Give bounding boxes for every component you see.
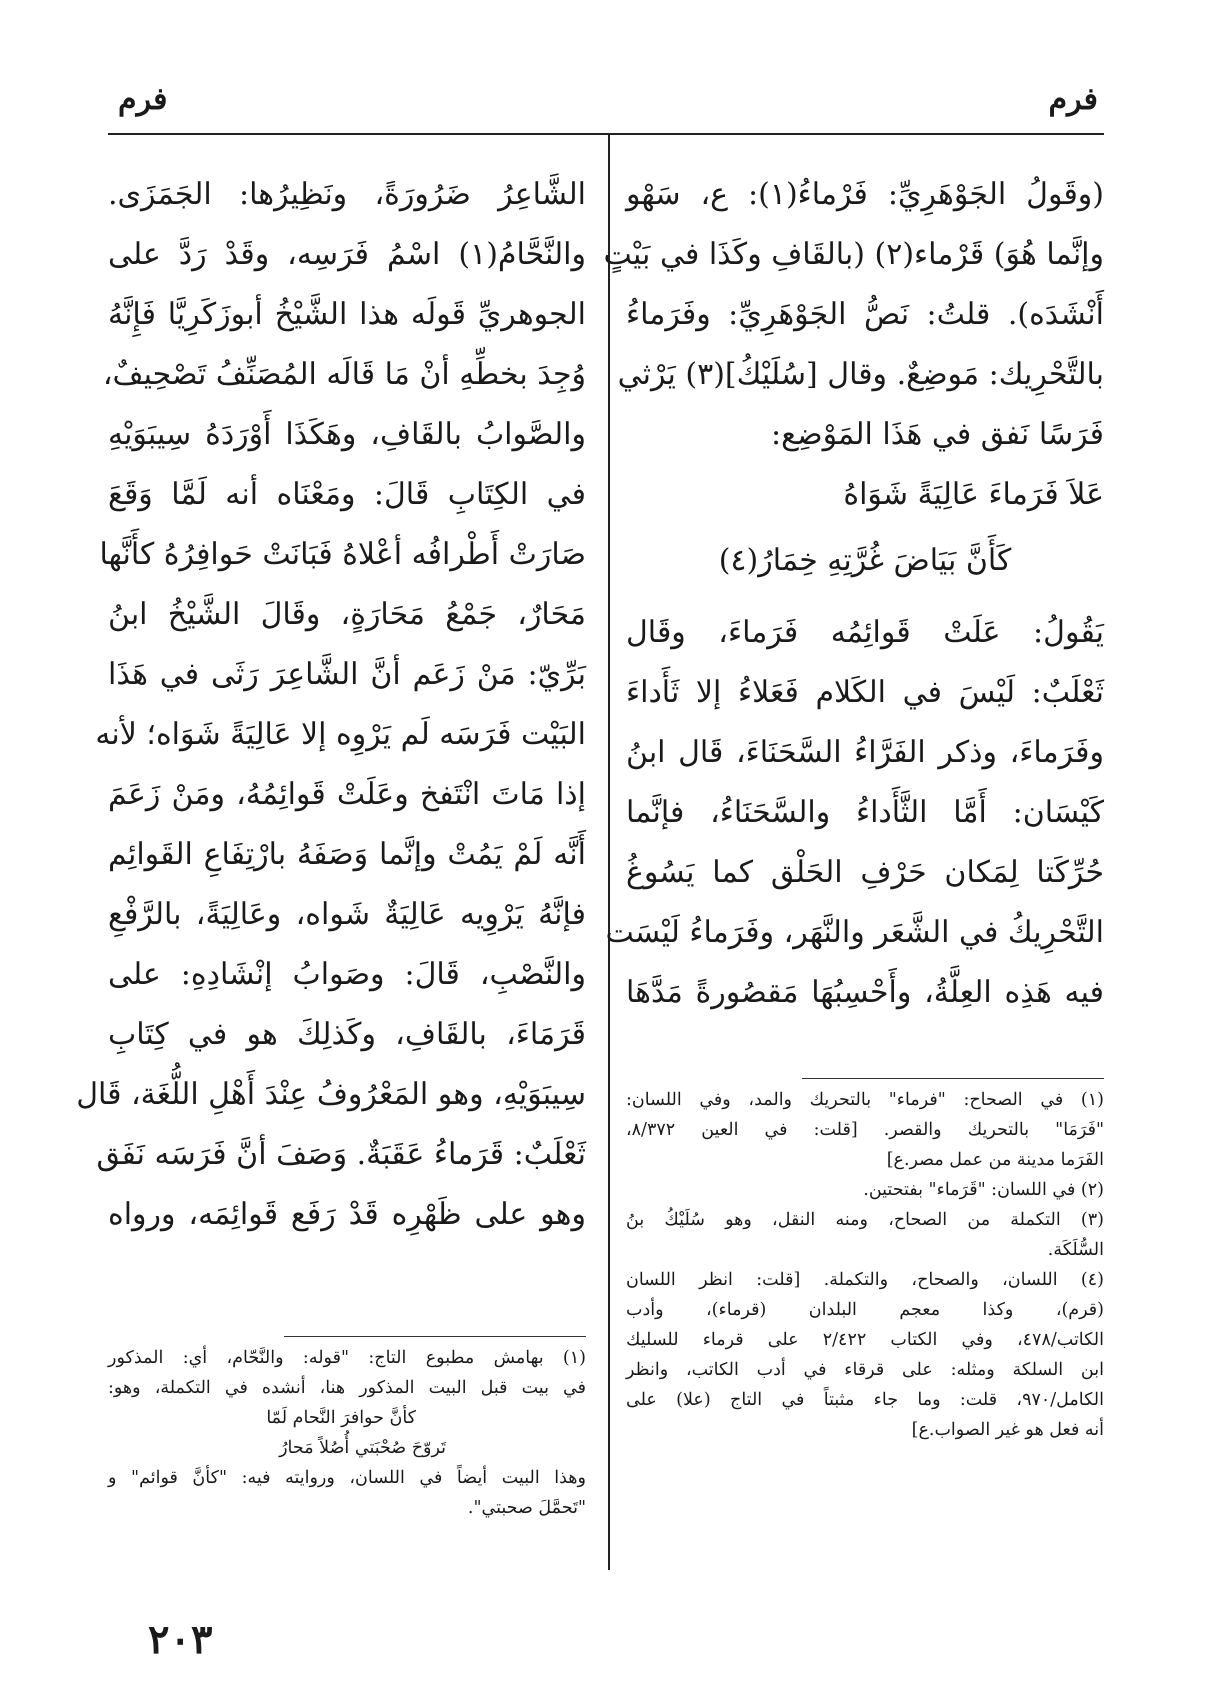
page-header-right: فرم	[1048, 82, 1098, 117]
text-line: في الكِتَابِ قَالَ: ومَعْنَاه أنه لَمَّا وَقَعَ	[108, 477, 586, 512]
text-line: صَارَتْ أَطْرافُه أعْلاهُ فَبَانَتْ حَوافِرُهُ كأَنَّها	[99, 537, 586, 572]
footnote-line: "تَحمَّلَ صحبتي".	[467, 1498, 586, 1518]
footnote-verse-line: كأنَّ حوافرَ النَّحام لَمّا	[266, 1408, 416, 1428]
page-header-left: فرم	[118, 82, 168, 117]
header-rule	[108, 133, 1104, 135]
text-line: بالتَّحْرِيك: مَوضِعٌ. وقال [سُلَيْكُ](٣) يَرْثي	[617, 357, 1104, 392]
footnote-line: الفَرَما مدينة من عمل مصر.ع]	[886, 1150, 1104, 1170]
column-divider	[608, 133, 610, 1570]
footnote-line: الكامل/٩٧٠، قلت: وما جاء مثبتاً في التاج (علا) على	[626, 1390, 1104, 1410]
text-line: وُجِدَ بخطِّهِ أنْ مَا قَالَه المُصَنِّفُ تَصْحِيفٌ،	[102, 357, 586, 392]
text-line: مَحَارٌ، جَمْعُ مَحَارَةٍ، وقَالَ الشَّيْخُ ابنُ	[108, 597, 586, 632]
text-line: وفَرَماءَ، وذكر الفَرَّاءُ السَّحَنَاءَ، قَال ابنُ	[626, 735, 1104, 770]
text-line: البَيْت فَرَسَه لَم يَرْوِه إلا عَالِيَةً شَوَاه؛ لأنه	[95, 717, 586, 752]
right-footnotes	[626, 1078, 1104, 1445]
text-line: قَرَمَاءَ، بالقَافِ، وكَذلِكَ هو في كِتَابِ	[108, 1017, 586, 1052]
footnote-line: "فَرَمَا" بالتحريك والقصر. [قلت: في العين ٨/٣٧٢،	[626, 1120, 1104, 1140]
footnote-line: (٤) اللسان، والصحاح، والتكملة. [قلت: انظر اللسان	[626, 1270, 1104, 1290]
right-text-column	[603, 165, 1104, 1023]
text-line: وهو على ظَهْرِه قَدْ رَفَع قَوائِمَه، ورواه	[108, 1197, 586, 1232]
footnote-line: (١) بهامش مطبوع التاج: "قوله: والنَّحّام، أي: المذكور	[108, 1348, 586, 1368]
left-text-column	[76, 165, 586, 1245]
footnote-line: ابن السلكة ومثله: على قرقاء في أدب الكاتب، وانظر	[626, 1360, 1104, 1380]
left-footnotes	[108, 1336, 586, 1523]
footnote-line: الكاتب/٤٧٨، وفي الكتاب ٢/٤٢٢ على قرماء للسليك	[626, 1330, 1105, 1350]
footnote-rule	[284, 1336, 586, 1337]
text-line: ثَعْلَبٌ: قَرَماءُ عَقَبَةٌ. وَصَفَ أنَّ فَرَسَه نَفَق	[96, 1137, 586, 1172]
page-number: ٢٠٣	[148, 1616, 213, 1663]
text-line: فَرَسًا نَفق في هَذَا المَوْضِع:	[771, 417, 1104, 452]
footnote-line: (١) في الصحاح: "فرماء" بالتحريك والمد، وفي اللسان:	[626, 1090, 1104, 1110]
text-line: الشَّاعِرُ ضَرُورَةً، ونَظِيرُها: الجَمَزَى.	[108, 177, 586, 212]
footnote-line: أنه فعل هو غير الصواب.ع]	[911, 1420, 1104, 1440]
text-line: وإنَّما هُوَ) قَرْماء(٢) (بالقَافِ وكَذَا في بَيْتٍ	[603, 237, 1104, 272]
text-line: ثَعْلَبٌ: لَيْسَ في الكَلام فَعَلاءُ إلا ثَأَداءَ	[626, 675, 1104, 710]
footnote-line: السُّلَكَة.	[1047, 1240, 1104, 1260]
text-line: الجوهريِّ قَولَه هذا الشَّيْخُ أبوزَكَرِيَّا فَإِنَّهُ	[108, 297, 586, 332]
footnote-line: (٣) التكملة من الصحاح، ومنه النقل، وهو سُلَيْكُ بنُ	[626, 1210, 1104, 1230]
footnote-line: (قرم)، وكذا معجم البلدان (قرماء)، وأدب	[626, 1300, 1104, 1320]
footnote-line: وهذا البيت أيضاً في اللسان، وروايته فيه: "كأنَّ قوائم" و	[108, 1468, 586, 1488]
poem-verse-first-hemistich: عَلاَ فَرَماءَ عَالِيَةً شَوَاهُ	[843, 477, 1104, 512]
text-line: سِيبَوَيْهِ، وهو المَعْرُوفُ عِنْدَ أَهْلِ اللُّغَة، قَال	[76, 1077, 586, 1112]
text-line: إذا مَاتَ انْتَفخ وعَلَتْ قَوائِمُهُ، ومَنْ زَعَمَ	[108, 777, 586, 812]
text-line: فإنَّهُ يَرْوِيه عَالِيَةٌ شَواه، وعَالِيَةً، بالرَّفْعِ	[108, 897, 586, 932]
text-line: بَرِّيّ: مَنْ زَعَم أنَّ الشَّاعِرَ رَثَى في هَذَا	[108, 657, 586, 692]
text-line: فيه هَذِه العِلَّةُ، وأَحْسِبُهَا مَقصُورةً مَدَّهَا	[626, 975, 1104, 1010]
footnote-verse-line: تَروّحَ صُحْبَتي أُصُلاً مَحارُ	[279, 1438, 446, 1458]
footnote-line: في بيت قبل البيت المذكور هنا، أنشده في التكملة، وهو:	[108, 1378, 586, 1398]
footnote-rule	[802, 1078, 1104, 1079]
text-line: والنَّحَّامُ(١) اسْمُ فَرَسِه، وقَدْ رَدَّ على	[108, 237, 586, 272]
text-line: والصَّوابُ بالقَافِ، وهَكَذَا أَوْرَدَهُ سِيبَوَيْهِ	[108, 417, 586, 452]
text-line: أَنْشَدَه). قلتُ: نَصُّ الجَوْهَرِيِّ: وفَرَماءُ	[626, 297, 1104, 332]
text-line: حُرِّكَتا لِمَكان حَرْفِ الحَلْق كما يَسُوغُ	[626, 855, 1104, 890]
text-line: (وقَولُ الجَوْهَرِيِّ: فَرْماءُ(١): ع، سَهْو	[626, 177, 1104, 212]
text-line: كَيْسَان: أَمَّا الثَّأَداءُ والسَّحَنَاءُ، فإنَّما	[626, 795, 1104, 830]
footnote-line: (٢) في اللسان: "قَرَماء" بفتحتين.	[863, 1180, 1104, 1200]
text-line: أَنَّه لَمْ يَمُتْ وإنَّما وَصَفَهُ بارْتِفَاعِ القَوائِم	[108, 837, 586, 872]
text-line: التَّحْرِيكُ في الشَّعَر والنَّهَر، وفَرَماءُ لَيْسَت	[605, 915, 1104, 950]
text-line: والنَّصْبِ، قَالَ: وصَوابُ إنْشَادِهِ: على	[108, 957, 586, 992]
poem-verse-second-hemistich: كَأَنَّ بَيَاضَ غُرَّتِهِ خِمَارُ(٤)	[718, 543, 1012, 578]
text-line: يَقُولُ: عَلَتْ قَوائِمُه فَرَماءَ، وقَال	[626, 615, 1104, 650]
